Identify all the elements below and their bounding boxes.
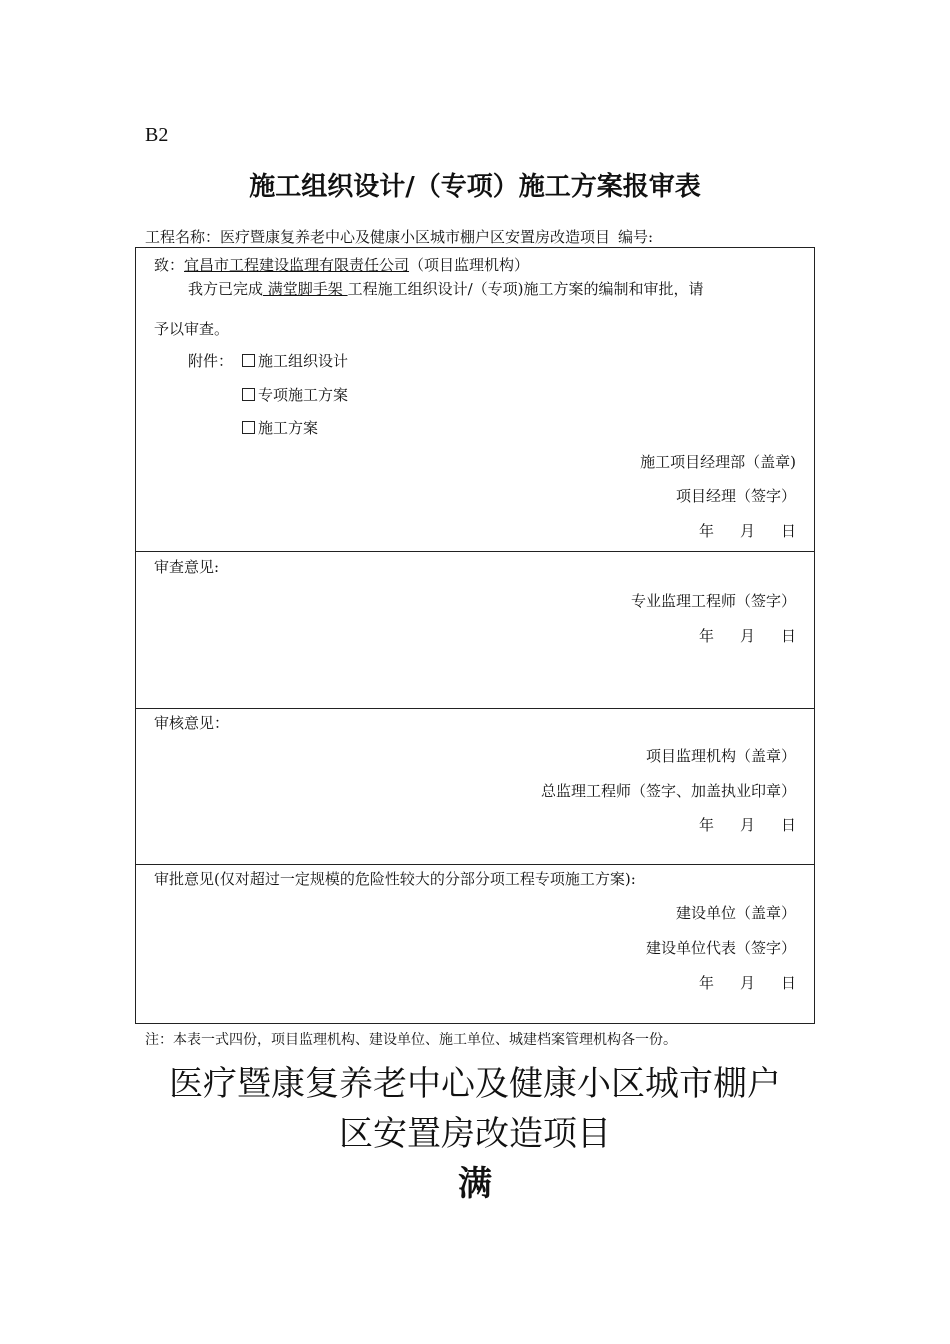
- work-name: 满堂脚手架: [263, 280, 348, 298]
- supervising-engineer-signature-label: 专业监理工程师（签字）: [630, 592, 796, 610]
- attachment-item[interactable]: [242, 417, 318, 438]
- section-divider: [136, 708, 814, 709]
- project-manager-signature-label: 项目经理（签字）: [675, 487, 796, 505]
- statement-suffix: 工程施工组织设计/（专项)施工方案的编制和审批，请: [347, 280, 704, 298]
- to-prefix: 致：: [154, 256, 185, 274]
- checkbox-icon[interactable]: [242, 421, 255, 434]
- statement-line2: 予以审查。: [154, 320, 230, 338]
- date-line: 年 月 日: [698, 816, 796, 834]
- date-line: 年 月 日: [698, 627, 796, 645]
- checkbox-icon[interactable]: [242, 388, 255, 401]
- attachment-item-label: 施工方案: [258, 419, 319, 437]
- recipient-line: [154, 254, 529, 275]
- chief-engineer-signature-label: 总监理工程师（签字、加盖执业印章）: [540, 782, 796, 800]
- attachment-label: 附件：: [188, 352, 234, 370]
- recipient-suffix: （项目监理机构）: [409, 256, 530, 274]
- date-line: 年 月 日: [698, 974, 796, 992]
- recipient-name: 宜昌市工程建设监理有限责任公司: [184, 256, 410, 274]
- attachment-item[interactable]: [242, 384, 348, 405]
- audit-opinion-label: 审核意见：: [154, 714, 230, 732]
- attachment-item-label: 施工组织设计: [258, 352, 349, 370]
- project-label: 工程名称：: [145, 228, 221, 246]
- form-code: B2: [145, 124, 169, 146]
- section-divider: [136, 864, 814, 865]
- footnote: 注：本表一式四份，项目监理机构、建设单位、施工单位、城建档案管理机构各一份。: [145, 1032, 677, 1048]
- attachment-item[interactable]: [242, 350, 348, 371]
- section-divider: [136, 551, 814, 552]
- owner-stamp-label: 建设单位（盖章）: [675, 904, 796, 922]
- contractor-stamp-label: 施工项目经理部（盖章): [640, 453, 796, 471]
- statement-prefix: 我方已完成: [188, 280, 264, 298]
- review-form-table: [135, 247, 815, 1024]
- approval-opinion-label: 审批意见(仅对超过一定规模的危险性较大的分部分项工程专项施工方案):: [154, 870, 636, 888]
- checkbox-icon[interactable]: [242, 354, 255, 367]
- owner-representative-signature-label: 建设单位代表（签字）: [645, 939, 796, 957]
- review-opinion-label: 审查意见:: [154, 558, 220, 576]
- cover-title-line3: 满: [458, 1164, 492, 1204]
- attachment-item-label: 专项施工方案: [258, 386, 349, 404]
- document-title: 施工组织设计/（专项）施工方案报审表: [249, 172, 701, 202]
- project-name: 医疗暨康复养老中心及健康小区城市棚户区安置房改造项目: [220, 228, 611, 246]
- supervision-org-stamp-label: 项目监理机构（盖章）: [645, 747, 796, 765]
- number-label: 编号:: [618, 228, 654, 246]
- project-line: [145, 226, 661, 247]
- submission-statement: [188, 278, 703, 299]
- cover-title-line1: 医疗暨康复养老中心及健康小区城市棚户: [169, 1064, 781, 1104]
- cover-title-line2: 区安置房改造项目: [339, 1114, 611, 1154]
- date-line: 年 月 日: [698, 522, 796, 540]
